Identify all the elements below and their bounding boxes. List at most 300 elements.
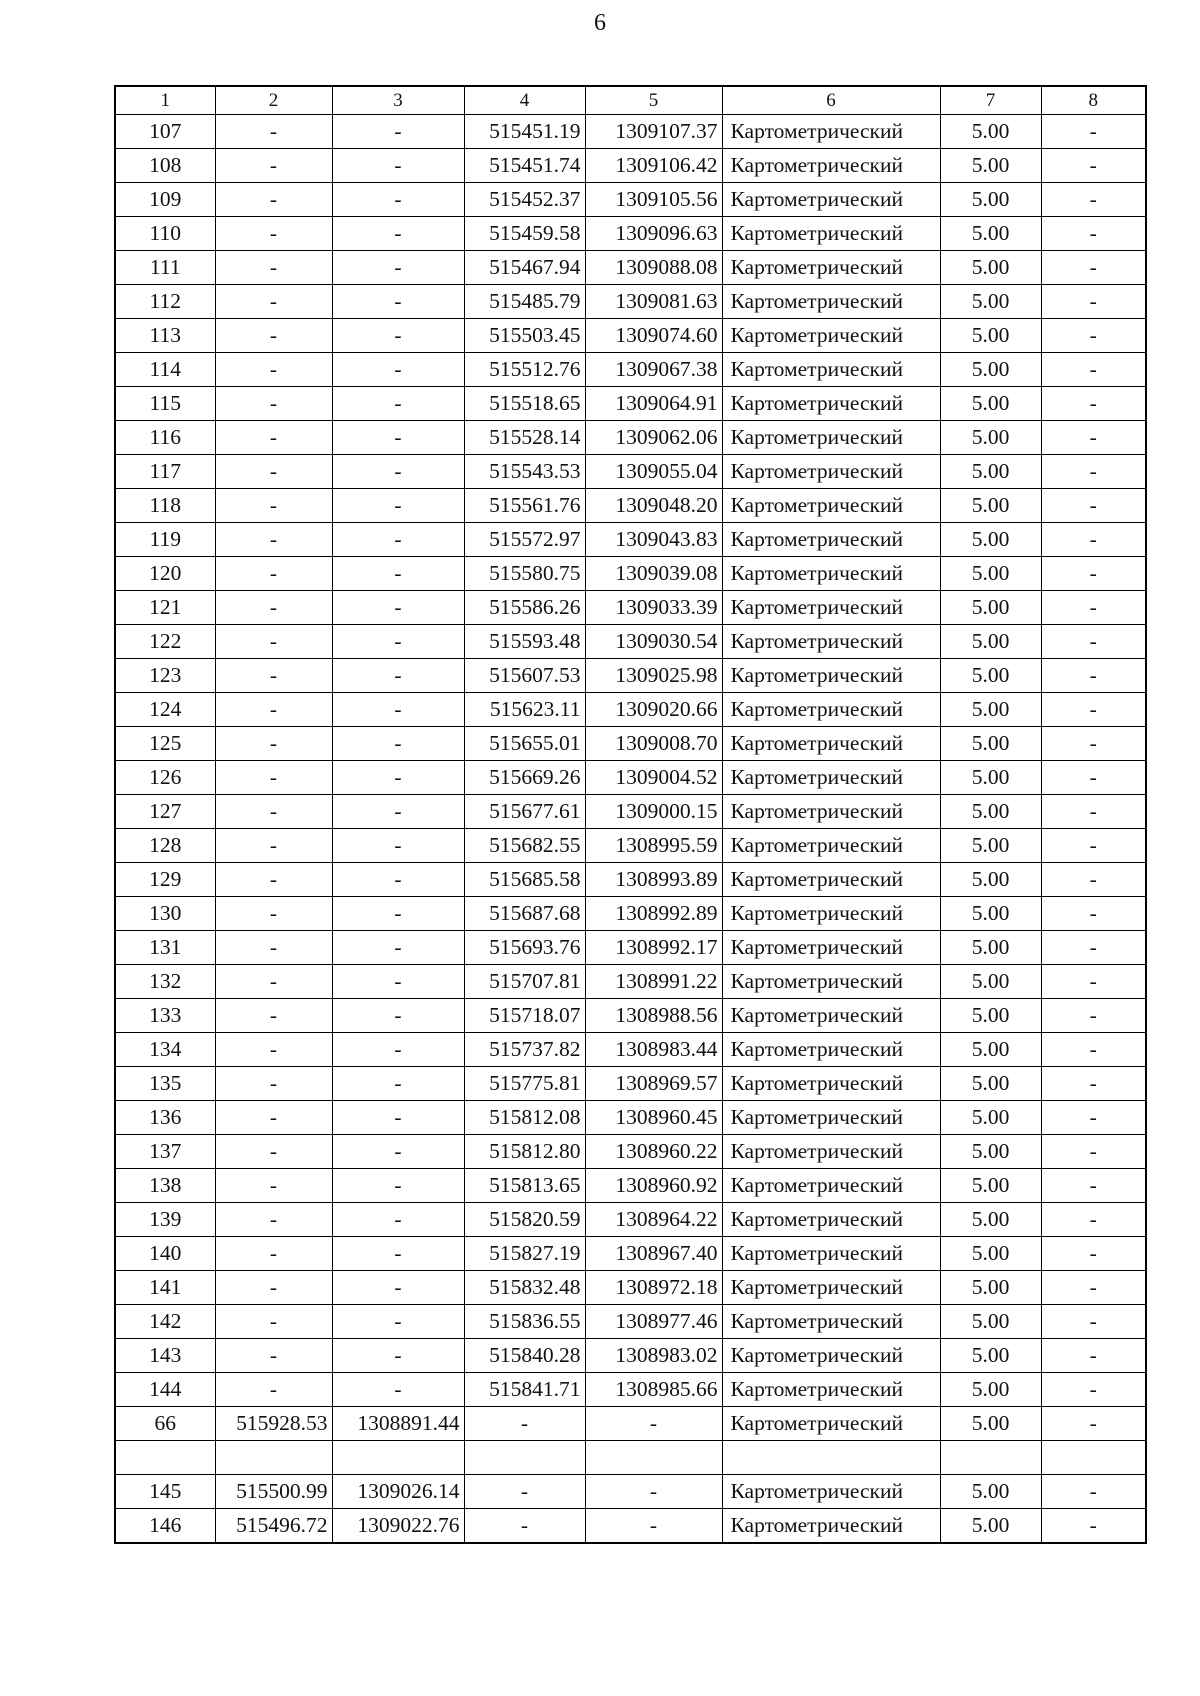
table-cell-col-4: 515572.97 — [464, 523, 585, 557]
table-cell-col-3: - — [332, 897, 464, 931]
table-cell-col-6: Картометрический — [722, 1271, 940, 1305]
table-cell-col-7: 5.00 — [940, 115, 1041, 149]
table-cell-col-1 — [115, 1441, 215, 1475]
table-cell-col-1: 131 — [115, 931, 215, 965]
table-row — [115, 523, 1146, 557]
table-cell-col-6: Картометрический — [722, 1373, 940, 1407]
table-cell-col-1: 114 — [115, 353, 215, 387]
table-cell-col-4: 515451.19 — [464, 115, 585, 149]
table-cell-col-1: 138 — [115, 1169, 215, 1203]
table-cell-col-7: 5.00 — [940, 931, 1041, 965]
table-cell-col-2: - — [215, 1101, 332, 1135]
table-cell-col-4: 515669.26 — [464, 761, 585, 795]
table-cell-col-1: 119 — [115, 523, 215, 557]
table-cell-col-5: - — [585, 1475, 722, 1509]
table-row — [115, 149, 1146, 183]
table-cell-col-8: - — [1041, 387, 1146, 421]
table-cell-col-7: 5.00 — [940, 1509, 1041, 1544]
table-row — [115, 999, 1146, 1033]
table-row — [115, 693, 1146, 727]
table-cell-col-7: 5.00 — [940, 455, 1041, 489]
table-cell-col-4: - — [464, 1475, 585, 1509]
table-cell-col-5: 1309004.52 — [585, 761, 722, 795]
table-cell-col-5: 1309043.83 — [585, 523, 722, 557]
table-cell-col-3: - — [332, 1135, 464, 1169]
table-cell-col-2: - — [215, 625, 332, 659]
table-cell-col-6: Картометрический — [722, 1033, 940, 1067]
table-cell-col-2: 515500.99 — [215, 1475, 332, 1509]
table-cell-col-4: 515827.19 — [464, 1237, 585, 1271]
table-cell-col-4: 515459.58 — [464, 217, 585, 251]
table-cell-col-8: - — [1041, 183, 1146, 217]
column-header-8: 8 — [1041, 86, 1146, 115]
table-cell-col-5: 1309055.04 — [585, 455, 722, 489]
table-cell-col-4: 515655.01 — [464, 727, 585, 761]
table-cell-col-3: - — [332, 251, 464, 285]
table-cell-col-8: - — [1041, 1339, 1146, 1373]
table-cell-col-5: 1308977.46 — [585, 1305, 722, 1339]
table-row — [115, 455, 1146, 489]
table-cell-col-5: 1308983.44 — [585, 1033, 722, 1067]
table-cell-col-2: - — [215, 1237, 332, 1271]
table-cell-col-3: - — [332, 1305, 464, 1339]
table-cell-col-2: - — [215, 931, 332, 965]
table-cell-col-4: 515836.55 — [464, 1305, 585, 1339]
table-cell-col-7: 5.00 — [940, 387, 1041, 421]
table-cell-col-3: - — [332, 1169, 464, 1203]
table-row — [115, 1509, 1146, 1544]
table-cell-col-7: 5.00 — [940, 1033, 1041, 1067]
table-cell-col-5: 1308983.02 — [585, 1339, 722, 1373]
table-cell-col-5: 1308991.22 — [585, 965, 722, 999]
table-cell-col-1: 111 — [115, 251, 215, 285]
table-cell-col-3: - — [332, 1203, 464, 1237]
table-cell-col-2: - — [215, 1339, 332, 1373]
table-cell-col-2: - — [215, 1271, 332, 1305]
table-cell-col-8: - — [1041, 829, 1146, 863]
table-cell-col-4: 515718.07 — [464, 999, 585, 1033]
table-cell-col-6: Картометрический — [722, 557, 940, 591]
table-cell-col-4: 515485.79 — [464, 285, 585, 319]
table-cell-col-3: - — [332, 1237, 464, 1271]
table-cell-col-2: - — [215, 1067, 332, 1101]
table-cell-col-7: 5.00 — [940, 251, 1041, 285]
table-cell-col-6: Картометрический — [722, 1169, 940, 1203]
table-row — [115, 115, 1146, 149]
table-cell-col-6: Картометрический — [722, 1067, 940, 1101]
table-cell-col-1: 136 — [115, 1101, 215, 1135]
table-cell-col-5: 1309064.91 — [585, 387, 722, 421]
table-cell-col-6: Картометрический — [722, 795, 940, 829]
table-cell-col-6: Картометрический — [722, 1101, 940, 1135]
table-cell-col-5: 1308995.59 — [585, 829, 722, 863]
table-cell-col-4: 515775.81 — [464, 1067, 585, 1101]
table-cell-col-2: - — [215, 149, 332, 183]
table-cell-col-8: - — [1041, 897, 1146, 931]
table-cell-col-5: 1309067.38 — [585, 353, 722, 387]
table-cell-col-8: - — [1041, 1373, 1146, 1407]
table-cell-col-4: 515813.65 — [464, 1169, 585, 1203]
table-cell-col-3: - — [332, 183, 464, 217]
table-cell-col-6: Картометрический — [722, 761, 940, 795]
table-cell-col-8: - — [1041, 659, 1146, 693]
table-cell-col-2: - — [215, 1135, 332, 1169]
table-cell-col-5 — [585, 1441, 722, 1475]
table-cell-col-5: 1308988.56 — [585, 999, 722, 1033]
table-cell-col-1: 140 — [115, 1237, 215, 1271]
table-cell-col-1: 66 — [115, 1407, 215, 1441]
table-cell-col-8: - — [1041, 795, 1146, 829]
table-cell-col-1: 141 — [115, 1271, 215, 1305]
table-cell-col-2 — [215, 1441, 332, 1475]
table-cell-col-3: - — [332, 625, 464, 659]
table-cell-col-1: 115 — [115, 387, 215, 421]
table-cell-col-3: - — [332, 693, 464, 727]
table-cell-col-4: 515518.65 — [464, 387, 585, 421]
coordinates-table — [114, 85, 1147, 1544]
column-header-2: 2 — [215, 86, 332, 115]
table-row — [115, 1475, 1146, 1509]
table-cell-col-1: 112 — [115, 285, 215, 319]
table-row — [115, 931, 1146, 965]
table-cell-col-3: - — [332, 1067, 464, 1101]
table-row — [115, 1373, 1146, 1407]
table-cell-col-3: - — [332, 455, 464, 489]
table-cell-col-5: 1308992.17 — [585, 931, 722, 965]
table-cell-col-8: - — [1041, 1475, 1146, 1509]
table-cell-col-4: 515682.55 — [464, 829, 585, 863]
table-cell-col-2: - — [215, 761, 332, 795]
table-cell-col-2: - — [215, 1169, 332, 1203]
table-cell-col-3 — [332, 1441, 464, 1475]
table-cell-col-6: Картометрический — [722, 1339, 940, 1373]
table-cell-col-1: 135 — [115, 1067, 215, 1101]
table-cell-col-3: - — [332, 353, 464, 387]
table-body — [115, 115, 1146, 1544]
table-row — [115, 761, 1146, 795]
table-cell-col-2: - — [215, 795, 332, 829]
table-cell-col-6: Картометрический — [722, 115, 940, 149]
table-cell-col-2: - — [215, 965, 332, 999]
table-cell-col-4: 515607.53 — [464, 659, 585, 693]
table-cell-col-7: 5.00 — [940, 1407, 1041, 1441]
table-cell-col-3: - — [332, 761, 464, 795]
column-header-3: 3 — [332, 86, 464, 115]
table-cell-col-5: 1309033.39 — [585, 591, 722, 625]
table-row — [115, 421, 1146, 455]
table-cell-col-7: 5.00 — [940, 149, 1041, 183]
table-row — [115, 557, 1146, 591]
table-cell-col-1: 130 — [115, 897, 215, 931]
table-cell-col-6: Картометрический — [722, 931, 940, 965]
table-cell-col-7: 5.00 — [940, 217, 1041, 251]
table-cell-col-8: - — [1041, 727, 1146, 761]
table-cell-col-7: 5.00 — [940, 1271, 1041, 1305]
table-cell-col-7: 5.00 — [940, 353, 1041, 387]
table-cell-col-3: - — [332, 523, 464, 557]
table-cell-col-4: 515707.81 — [464, 965, 585, 999]
table-cell-col-1: 107 — [115, 115, 215, 149]
table-cell-col-1: 129 — [115, 863, 215, 897]
table-cell-col-2: - — [215, 455, 332, 489]
table-cell-col-3: - — [332, 965, 464, 999]
table-cell-col-5: 1308960.92 — [585, 1169, 722, 1203]
table-cell-col-2: - — [215, 523, 332, 557]
table-cell-col-5: 1309081.63 — [585, 285, 722, 319]
table-cell-col-7: 5.00 — [940, 557, 1041, 591]
table-cell-col-8: - — [1041, 421, 1146, 455]
table-cell-col-4: 515512.76 — [464, 353, 585, 387]
table-cell-col-5: 1308960.45 — [585, 1101, 722, 1135]
table-cell-col-7: 5.00 — [940, 1067, 1041, 1101]
table-cell-col-7: 5.00 — [940, 863, 1041, 897]
table-cell-col-3: - — [332, 999, 464, 1033]
table-cell-col-2: - — [215, 387, 332, 421]
table-cell-col-1: 118 — [115, 489, 215, 523]
table-cell-col-1: 142 — [115, 1305, 215, 1339]
table-cell-col-3: - — [332, 829, 464, 863]
table-cell-col-7: 5.00 — [940, 1135, 1041, 1169]
table-cell-col-3: - — [332, 115, 464, 149]
table-cell-col-4: 515580.75 — [464, 557, 585, 591]
table-cell-col-7: 5.00 — [940, 1305, 1041, 1339]
table-cell-col-6: Картометрический — [722, 897, 940, 931]
table-cell-col-4: 515467.94 — [464, 251, 585, 285]
table-cell-col-2: - — [215, 183, 332, 217]
table-cell-col-6: Картометрический — [722, 251, 940, 285]
table-cell-col-4 — [464, 1441, 585, 1475]
table-cell-col-1: 122 — [115, 625, 215, 659]
table-row — [115, 285, 1146, 319]
table-cell-col-5: 1309008.70 — [585, 727, 722, 761]
table-cell-col-7: 5.00 — [940, 795, 1041, 829]
table-row — [115, 1203, 1146, 1237]
table-cell-col-2: - — [215, 591, 332, 625]
table-cell-col-3: - — [332, 387, 464, 421]
table-cell-col-5: 1308964.22 — [585, 1203, 722, 1237]
table-cell-col-4: 515677.61 — [464, 795, 585, 829]
table-cell-col-2: - — [215, 659, 332, 693]
table-cell-col-3: - — [332, 217, 464, 251]
table-cell-col-4: 515452.37 — [464, 183, 585, 217]
table-cell-col-5: 1309039.08 — [585, 557, 722, 591]
table-cell-col-2: - — [215, 1373, 332, 1407]
table-cell-col-5: 1308969.57 — [585, 1067, 722, 1101]
table-row — [115, 387, 1146, 421]
table-header-row — [115, 86, 1146, 115]
table-cell-col-4: 515687.68 — [464, 897, 585, 931]
table-cell-col-6: Картометрический — [722, 455, 940, 489]
table-cell-col-7: 5.00 — [940, 489, 1041, 523]
table-cell-col-8: - — [1041, 523, 1146, 557]
table-cell-col-5: 1309107.37 — [585, 115, 722, 149]
table-cell-col-8: - — [1041, 1407, 1146, 1441]
table-cell-col-1: 124 — [115, 693, 215, 727]
table-cell-col-5: 1308972.18 — [585, 1271, 722, 1305]
table-cell-col-6: Картометрический — [722, 965, 940, 999]
table-cell-col-8: - — [1041, 115, 1146, 149]
table-cell-col-8: - — [1041, 1271, 1146, 1305]
table-cell-col-2: - — [215, 285, 332, 319]
table-cell-col-1: 113 — [115, 319, 215, 353]
table-cell-col-4: 515451.74 — [464, 149, 585, 183]
table-cell-col-3: - — [332, 591, 464, 625]
table-row — [115, 1305, 1146, 1339]
table-cell-col-8: - — [1041, 931, 1146, 965]
table-row — [115, 591, 1146, 625]
table-cell-col-3: - — [332, 931, 464, 965]
table-cell-col-8: - — [1041, 965, 1146, 999]
table-row — [115, 1067, 1146, 1101]
table-cell-col-1: 128 — [115, 829, 215, 863]
table-row — [115, 217, 1146, 251]
table-cell-col-6: Картометрический — [722, 1475, 940, 1509]
table-cell-col-2: - — [215, 319, 332, 353]
table-cell-col-6: Картометрический — [722, 353, 940, 387]
table-cell-col-5: 1309025.98 — [585, 659, 722, 693]
table-cell-col-7: 5.00 — [940, 1203, 1041, 1237]
table-row — [115, 1441, 1146, 1475]
table-cell-col-3: - — [332, 285, 464, 319]
table-cell-col-8: - — [1041, 625, 1146, 659]
table-cell-col-5: 1309096.63 — [585, 217, 722, 251]
table-row — [115, 863, 1146, 897]
table-cell-col-8: - — [1041, 149, 1146, 183]
table-cell-col-3: - — [332, 659, 464, 693]
table-cell-col-8: - — [1041, 591, 1146, 625]
table-cell-col-7: 5.00 — [940, 1101, 1041, 1135]
table-cell-col-3: - — [332, 727, 464, 761]
table-cell-col-4: 515543.53 — [464, 455, 585, 489]
table-cell-col-6: Картометрический — [722, 319, 940, 353]
table-row — [115, 625, 1146, 659]
table-cell-col-1: 123 — [115, 659, 215, 693]
table-cell-col-8: - — [1041, 455, 1146, 489]
table-cell-col-2: - — [215, 999, 332, 1033]
table-cell-col-6: Картометрический — [722, 863, 940, 897]
table-cell-col-1: 134 — [115, 1033, 215, 1067]
table-cell-col-1: 127 — [115, 795, 215, 829]
table-cell-col-8: - — [1041, 1305, 1146, 1339]
table-cell-col-6: Картометрический — [722, 1305, 940, 1339]
table-cell-col-5: 1309088.08 — [585, 251, 722, 285]
table-cell-col-5: 1308960.22 — [585, 1135, 722, 1169]
table-cell-col-4: 515820.59 — [464, 1203, 585, 1237]
table-row — [115, 183, 1146, 217]
column-header-5: 5 — [585, 86, 722, 115]
table-cell-col-3: - — [332, 1373, 464, 1407]
table-cell-col-6: Картометрический — [722, 999, 940, 1033]
table-cell-col-3: - — [332, 421, 464, 455]
table-row — [115, 319, 1146, 353]
table-cell-col-4: - — [464, 1509, 585, 1544]
table-cell-col-4: 515832.48 — [464, 1271, 585, 1305]
table-cell-col-8: - — [1041, 217, 1146, 251]
table-cell-col-1: 108 — [115, 149, 215, 183]
table-cell-col-1: 144 — [115, 1373, 215, 1407]
table-row — [115, 1271, 1146, 1305]
table-cell-col-5: 1309062.06 — [585, 421, 722, 455]
table-cell-col-6: Картометрический — [722, 1509, 940, 1544]
table-cell-col-4: 515737.82 — [464, 1033, 585, 1067]
table-cell-col-5: 1309000.15 — [585, 795, 722, 829]
table-cell-col-3: - — [332, 795, 464, 829]
table-cell-col-8: - — [1041, 319, 1146, 353]
table-cell-col-8: - — [1041, 1101, 1146, 1135]
table-cell-col-7: 5.00 — [940, 829, 1041, 863]
table-cell-col-4: 515561.76 — [464, 489, 585, 523]
table-cell-col-6: Картометрический — [722, 1135, 940, 1169]
table-cell-col-5: 1308985.66 — [585, 1373, 722, 1407]
table-cell-col-2: 515496.72 — [215, 1509, 332, 1544]
table-cell-col-6: Картометрический — [722, 625, 940, 659]
column-header-7: 7 — [940, 86, 1041, 115]
table-cell-col-8: - — [1041, 353, 1146, 387]
table-cell-col-1: 145 — [115, 1475, 215, 1509]
column-header-4: 4 — [464, 86, 585, 115]
table-cell-col-1: 121 — [115, 591, 215, 625]
table-cell-col-4: 515840.28 — [464, 1339, 585, 1373]
table-cell-col-8: - — [1041, 1067, 1146, 1101]
table-cell-col-2: 515928.53 — [215, 1407, 332, 1441]
table-cell-col-4: 515593.48 — [464, 625, 585, 659]
table-cell-col-1: 139 — [115, 1203, 215, 1237]
table-cell-col-7: 5.00 — [940, 421, 1041, 455]
table-row — [115, 1407, 1146, 1441]
table-cell-col-4: 515693.76 — [464, 931, 585, 965]
table-cell-col-1: 137 — [115, 1135, 215, 1169]
table-cell-col-1: 133 — [115, 999, 215, 1033]
table-cell-col-7: 5.00 — [940, 625, 1041, 659]
table-cell-col-2: - — [215, 727, 332, 761]
table-cell-col-7: 5.00 — [940, 1475, 1041, 1509]
table-row — [115, 727, 1146, 761]
table-cell-col-5: 1308992.89 — [585, 897, 722, 931]
table-cell-col-8: - — [1041, 489, 1146, 523]
table-cell-col-6: Картометрический — [722, 489, 940, 523]
column-header-6: 6 — [722, 86, 940, 115]
table-cell-col-3: - — [332, 319, 464, 353]
table-cell-col-5: 1309048.20 — [585, 489, 722, 523]
table-cell-col-3: - — [332, 1339, 464, 1373]
table-cell-col-8: - — [1041, 863, 1146, 897]
table-cell-col-7: 5.00 — [940, 1169, 1041, 1203]
table-cell-col-2: - — [215, 1305, 332, 1339]
table-cell-col-6: Картометрический — [722, 183, 940, 217]
table-cell-col-8 — [1041, 1441, 1146, 1475]
table-cell-col-8: - — [1041, 693, 1146, 727]
table-cell-col-7: 5.00 — [940, 659, 1041, 693]
table-row — [115, 795, 1146, 829]
table-row — [115, 897, 1146, 931]
table-cell-col-7: 5.00 — [940, 897, 1041, 931]
table-cell-col-5: 1308967.40 — [585, 1237, 722, 1271]
table-cell-col-2: - — [215, 251, 332, 285]
table-cell-col-5: 1308993.89 — [585, 863, 722, 897]
table-cell-col-7: 5.00 — [940, 183, 1041, 217]
table-cell-col-8: - — [1041, 1509, 1146, 1544]
table-cell-col-2: - — [215, 693, 332, 727]
table-cell-col-1: 120 — [115, 557, 215, 591]
table-cell-col-7: 5.00 — [940, 727, 1041, 761]
table-cell-col-2: - — [215, 897, 332, 931]
table-cell-col-7: 5.00 — [940, 761, 1041, 795]
table-cell-col-3: - — [332, 557, 464, 591]
table-cell-col-1: 126 — [115, 761, 215, 795]
table-cell-col-6: Картометрический — [722, 1203, 940, 1237]
table-cell-col-6: Картометрический — [722, 591, 940, 625]
table-cell-col-8: - — [1041, 1237, 1146, 1271]
